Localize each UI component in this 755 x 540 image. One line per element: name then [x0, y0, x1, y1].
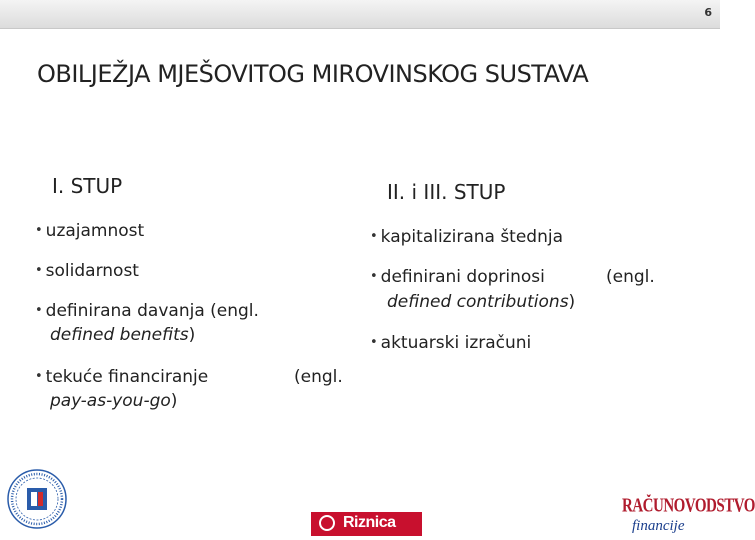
- right-bullet-3: • aktuarski izračuni: [370, 333, 532, 353]
- page-number: 6: [704, 6, 712, 19]
- bullet-icon: •: [35, 263, 43, 278]
- left-bullet-3: • definirana davanja (engl. defined benefits): [35, 301, 259, 345]
- right-bullet-2: • definirani doprinosi: [370, 267, 545, 287]
- right-bullet-2-cont: defined contributions): [387, 292, 576, 312]
- left-bullet-2: • solidarnost: [35, 261, 139, 281]
- bullet-icon: •: [370, 229, 378, 244]
- left-column-heading: I. STUP: [52, 174, 123, 198]
- bullet-icon: •: [370, 269, 378, 284]
- bullet-icon: •: [35, 369, 43, 384]
- right-bullet-1: • kapitalizirana štednja: [370, 227, 564, 247]
- bullet-icon: •: [35, 303, 43, 318]
- left-bullet-1: • uzajamnost: [35, 221, 145, 241]
- riznica-logo: Riznica: [311, 512, 422, 536]
- bullet-icon: •: [370, 335, 378, 350]
- left-bullet-4: • tekuće financiranje pay-as-you-go): [35, 367, 209, 411]
- slide-title: OBILJEŽJA MJEŠOVITOG MIROVINSKOG SUSTAVA: [37, 60, 589, 88]
- right-column-heading: II. i III. STUP: [387, 180, 506, 204]
- racunovodstvo-financije-logo: RAČUNOVODSTVO financije: [622, 496, 755, 534]
- left-bullet-4-engl: (engl.: [294, 367, 343, 387]
- bullet-icon: •: [35, 223, 43, 238]
- right-bullet-2-engl: (engl.: [606, 267, 655, 287]
- institute-seal-logo: [6, 468, 68, 530]
- slide-top-bar: [0, 0, 720, 29]
- riznica-emblem-icon: [319, 515, 335, 531]
